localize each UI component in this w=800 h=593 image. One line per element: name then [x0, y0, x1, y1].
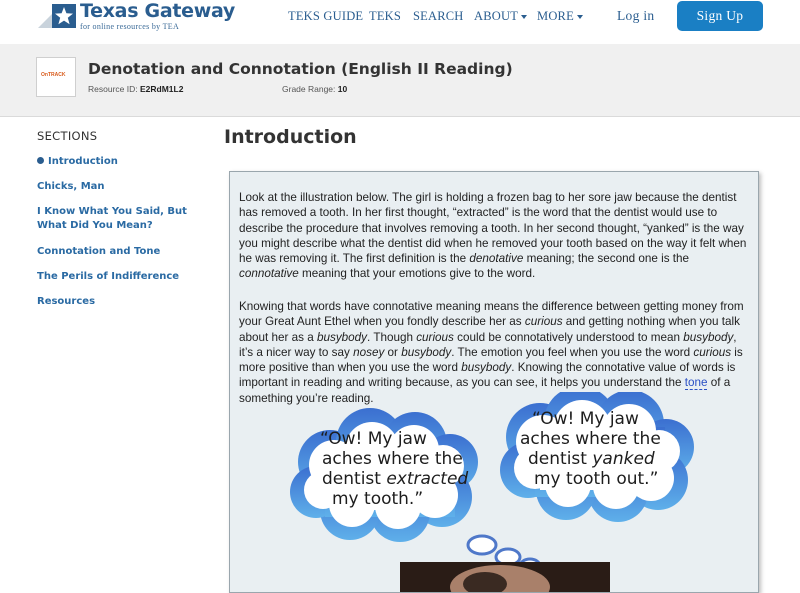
chevron-down-icon	[577, 15, 583, 19]
dentist-illustration	[230, 392, 758, 592]
right-bubble-line-1: “Ow! My jaw	[532, 409, 639, 429]
text-run-italic: nosey	[353, 345, 385, 359]
right-bubble-line-2: aches where the	[520, 429, 661, 449]
text-run: of a something you’re reading.	[239, 376, 731, 405]
text-run: . Knowing the connotative value of words is important in reading and writing because, as you can see, it helps you understand the	[239, 361, 736, 390]
paragraph-2	[239, 299, 749, 406]
paragraph-1	[239, 190, 749, 282]
right-bubble-line-3-italic: yanked	[592, 449, 655, 469]
sidebar-item-resources[interactable]: Resources	[37, 296, 96, 307]
left-thought-bubble	[290, 408, 478, 542]
nav-search[interactable]: SEARCH	[413, 9, 464, 23]
text-run: meaning; the second one is the	[523, 252, 690, 266]
grade-range	[282, 84, 347, 94]
login-link[interactable]: Log in	[617, 8, 655, 23]
text-run-italic: curious	[524, 315, 563, 329]
logo-subtitle: for online resources by TEA	[80, 22, 180, 31]
sidebar-item-i-know-what-you-said[interactable]: I Know What You Said, But What Did You Mean?	[37, 206, 187, 231]
text-run-italic: busybody	[401, 345, 452, 359]
left-bubble-line-4: my tooth.”	[332, 489, 424, 509]
logo-wing-shape	[38, 14, 52, 28]
resource-id	[88, 84, 183, 94]
text-run: and getting nothing when you talk about her as a	[239, 315, 740, 344]
text-run-italic: connotative	[239, 267, 299, 281]
signup-button[interactable]: Sign Up	[677, 1, 763, 31]
sidebar-item-label: Introduction	[48, 156, 118, 167]
sections-heading: SECTIONS	[37, 129, 98, 143]
text-run: meaning that your emotions give to the word.	[298, 267, 536, 281]
star-icon	[52, 4, 76, 28]
text-run-italic: busybody	[316, 330, 368, 344]
text-run-italic: busybody	[683, 330, 734, 344]
left-bubble-line-2: aches where the	[322, 449, 463, 469]
text-run: could be connotatively understood to mean	[453, 330, 684, 344]
text-run-italic: curious	[416, 330, 454, 344]
left-bubble-line-3-text: dentist	[322, 469, 387, 489]
text-run: . Though	[367, 330, 417, 344]
grade-range-label: Grade Range:	[282, 84, 336, 94]
section-title: Introduction	[224, 126, 357, 148]
page-title: Denotation and Connotation (English II Reading)	[88, 60, 513, 78]
text-run: is more positive than when you use the word	[239, 345, 743, 375]
resource-thumbnail	[36, 57, 76, 97]
content-box	[229, 171, 759, 593]
text-run-italic: curious	[693, 345, 732, 359]
text-run: or	[384, 345, 402, 359]
left-bubble-line-3	[322, 469, 468, 489]
right-bubble-line-3	[528, 449, 655, 469]
tone-glossary-link[interactable]: tone	[684, 376, 708, 390]
thumbnail-text: OnTRACK	[41, 72, 66, 78]
left-bubble-line-3-italic: extracted	[386, 469, 469, 489]
sidebar-item-perils-of-indifference[interactable]: The Perils of Indifference	[37, 271, 180, 282]
nav-more[interactable]	[537, 9, 583, 24]
right-thought-bubble	[500, 392, 694, 522]
nav-more-label: MORE	[537, 9, 574, 23]
chevron-down-icon	[521, 15, 527, 19]
right-bubble-line-4: my tooth out.”	[534, 469, 659, 489]
sidebar-item-introduction[interactable]	[37, 155, 212, 169]
nav-teks-guide[interactable]: TEKS GUIDE	[288, 9, 364, 23]
sidebar-item-connotation-and-tone[interactable]: Connotation and Tone	[37, 246, 161, 257]
current-section-dot-icon	[37, 157, 44, 164]
text-run-italic: denotative	[469, 252, 524, 266]
text-run: , it’s a nicer way to say	[239, 330, 737, 359]
nav-about[interactable]	[474, 9, 527, 24]
resource-id-label: Resource ID:	[88, 84, 138, 94]
grade-range-value: 10	[337, 84, 348, 94]
resource-header	[0, 44, 800, 117]
sidebar-item-chicks-man[interactable]: Chicks, Man	[37, 181, 105, 192]
text-run: . The emotion you feel when you use the word	[451, 345, 694, 359]
text-run: Knowing that words have connotative meaning means the difference between getting money from your Great Aunt Ethel when you fondly describe her as	[239, 300, 744, 329]
left-bubble-line-1: “Ow! My jaw	[320, 429, 427, 449]
nav-about-label: ABOUT	[474, 9, 519, 23]
nav-teks[interactable]: TEKS	[369, 9, 402, 23]
right-bubble-line-3-text: dentist	[528, 449, 593, 469]
text-run-italic: busybody	[461, 361, 512, 375]
resource-id-value: E2RdM1L2	[139, 84, 184, 94]
top-navbar	[0, 0, 800, 45]
text-run: Look at the illustration below. The girl is holding a frozen bag to her sore jaw because the dentist has removed a tooth. In her first thought, “extracted” is the word that the dentist would use to describe the procedure that involves removing a tooth. In her second thought, “yanked” is the way you might describe what the dentist did when he removed your tooth based on the way it felt when he was removing it. The first definition is the	[239, 191, 747, 266]
logo-title: Texas Gateway	[80, 0, 235, 22]
